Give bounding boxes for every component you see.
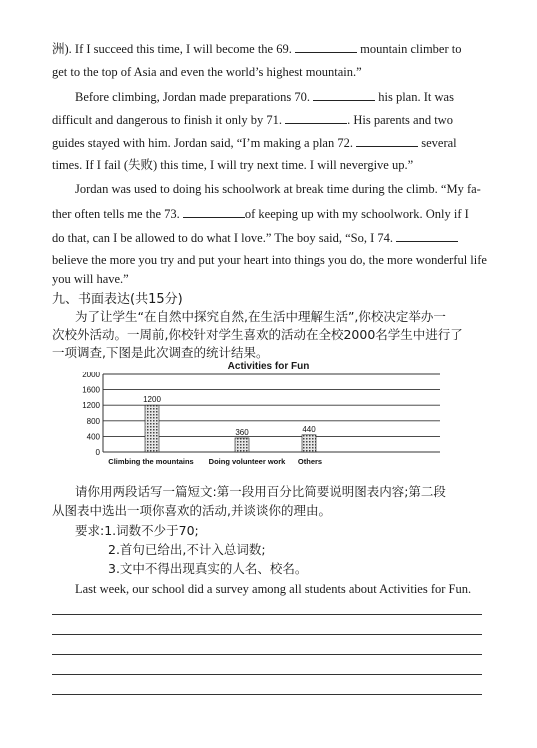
data-label: 1200	[143, 395, 161, 405]
passage-line-3	[75, 88, 454, 105]
passage-line-4	[52, 111, 453, 128]
bar	[235, 438, 249, 452]
data-label: 440	[302, 424, 316, 434]
passage-line-5	[52, 134, 457, 151]
bar-chart	[0, 372, 537, 482]
passage-text: several	[421, 136, 457, 150]
instruction-line-1: 请你用两段话写一篇短文:第一段用百分比简要说明图表内容;第二段	[75, 484, 446, 499]
blank-69[interactable]	[295, 40, 357, 53]
passage-line-2: get to the top of Asia and even the world’s highest mountain.”	[52, 65, 362, 79]
requirement-2: 2.首句已给出,不计入总词数;	[108, 542, 266, 557]
passage-text: 洲). If I succeed this time, I will become the 69.	[52, 42, 292, 56]
passage-text: do that, can I be allowed to do what I love.” The boy said, “So, I 74.	[52, 231, 394, 245]
section-paragraph-1: 为了让学生“在自然中探究自然,在生活中理解生活”,你校决定举办一	[75, 309, 446, 324]
passage-line-6: times. If I fail (失败) this time, I will try next time. I will nevergive up.”	[52, 158, 414, 172]
passage-text: ther often tells me the 73.	[52, 207, 180, 221]
passage-line-7: Jordan was used to doing his schoolwork at break time during the climb. “My fa-	[75, 182, 481, 196]
answer-line[interactable]	[52, 634, 482, 635]
bar	[302, 435, 316, 452]
y-tick-label: 1200	[82, 401, 100, 411]
starter-sentence: Last week, our school did a survey among all students about Activities for Fun.	[75, 582, 472, 596]
passage-line-8	[52, 205, 469, 222]
y-tick-label: 800	[86, 416, 100, 426]
requirement-1: 要求:1.词数不少于70;	[75, 523, 199, 538]
blank-74[interactable]	[396, 229, 458, 242]
answer-line[interactable]	[52, 654, 482, 655]
requirement-3: 3.文中不得出现真实的人名、校名。	[108, 561, 308, 576]
bar	[145, 405, 159, 452]
data-label: 360	[235, 427, 249, 437]
chart-title: Activities for Fun	[227, 361, 310, 372]
passage-text: of keeping up with my schoolwork. Only if I	[244, 207, 469, 221]
answer-line[interactable]	[52, 674, 482, 675]
answer-line[interactable]	[52, 614, 482, 615]
passage-line-11: you will have.”	[52, 272, 129, 286]
passage-text: his plan. It was	[378, 90, 454, 104]
passage-line-9	[52, 229, 458, 246]
passage-line-10: believe the more you try and put your heart into things you do, the more wonderful life	[52, 253, 487, 267]
blank-71[interactable]	[285, 111, 347, 124]
y-tick-label: 2000	[82, 372, 100, 379]
section-paragraph-3: 一项调查,下图是此次调查的统计结果。	[52, 345, 269, 360]
blank-72[interactable]	[356, 134, 418, 147]
y-tick-label: 1600	[82, 385, 100, 395]
x-category-label: Climbing the mountains	[108, 457, 194, 466]
section-paragraph-2: 次校外活动。一周前,你校针对学生喜欢的活动在全校2000名学生中进行了	[52, 327, 463, 342]
y-tick-label: 400	[86, 432, 100, 442]
y-tick-label: 0	[95, 448, 100, 457]
section-heading: 九、书面表达(共15分)	[52, 292, 183, 307]
passage-line-1	[52, 40, 461, 57]
blank-73[interactable]	[183, 205, 245, 218]
blank-70[interactable]	[313, 88, 375, 101]
passage-text: . His parents and two	[347, 113, 453, 127]
passage-text: Before climbing, Jordan made preparations 70.	[75, 90, 310, 104]
x-category-label: Doing volunteer work	[208, 457, 286, 466]
x-category-label: Others	[297, 457, 323, 466]
passage-text: mountain climber to	[360, 42, 462, 56]
passage-text: guides stayed with him. Jordan said, “I’m making a plan 72.	[52, 136, 353, 150]
answer-line[interactable]	[52, 694, 482, 695]
passage-text: difficult and dangerous to finish it only by 71.	[52, 113, 282, 127]
instruction-line-2: 从图表中选出一项你喜欢的活动,并谈谈你的理由。	[52, 503, 331, 518]
